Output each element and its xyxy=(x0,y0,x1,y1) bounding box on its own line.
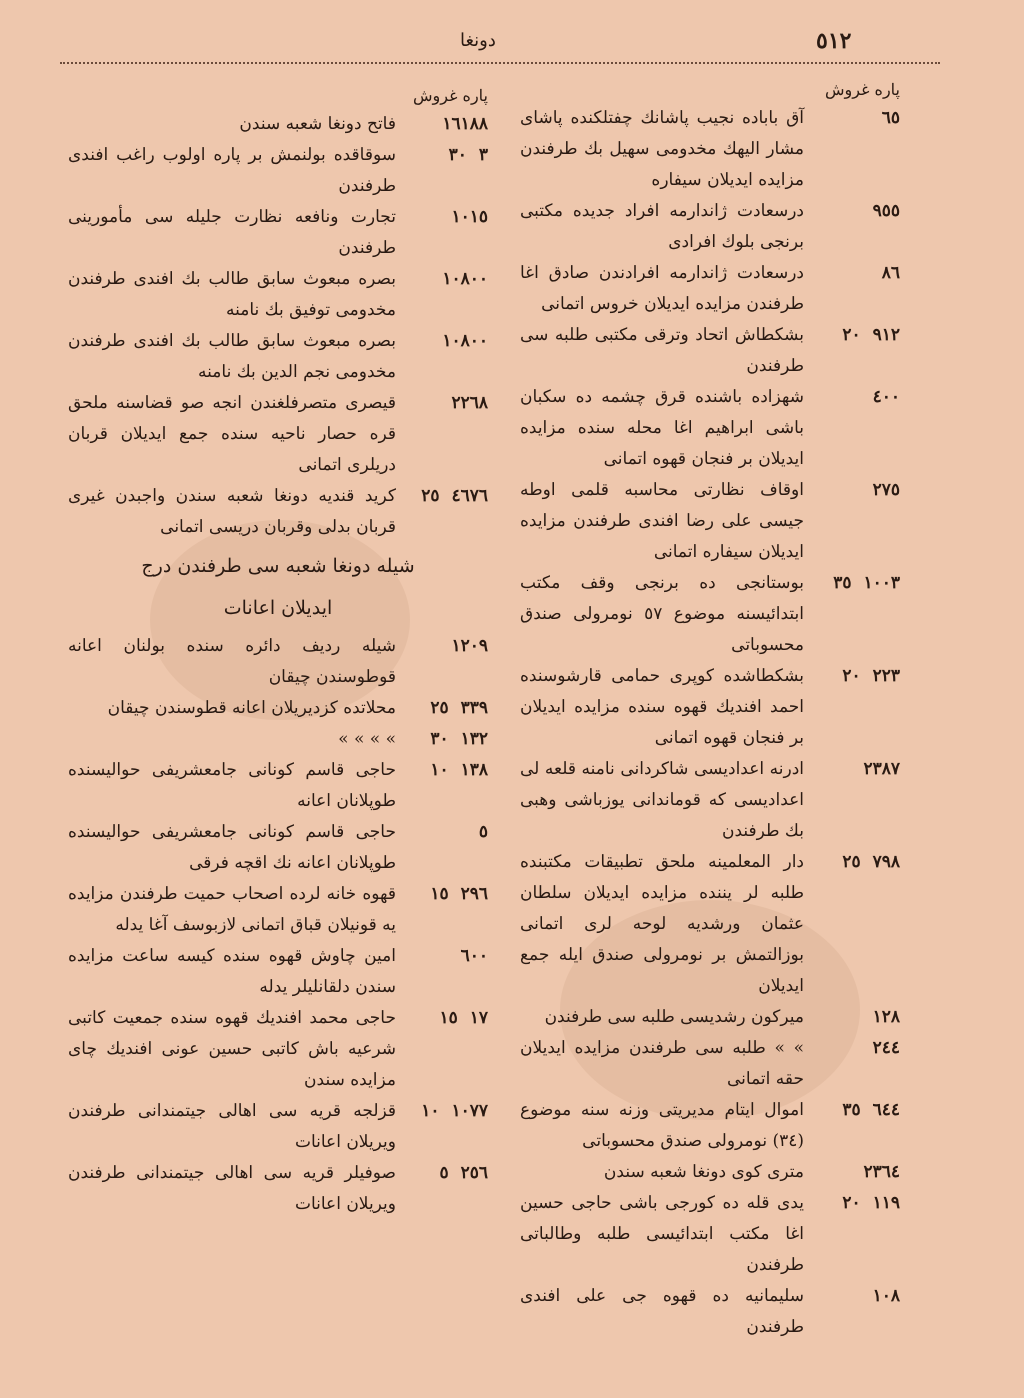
entry-amount xyxy=(804,475,900,506)
entry-kurush: ١٧ xyxy=(469,1008,488,1028)
entry-kurush: ٢٣٦٤ xyxy=(863,1162,900,1182)
entry-amount xyxy=(396,631,488,662)
entry-para: ٥ xyxy=(439,1163,449,1183)
entry-text: شيله رديف دائره سنده بولنان اعانه قوطوسندن چيقان xyxy=(68,636,396,687)
entry-text: قيصرى متصرفلغندن انجه صو قضاسنه ملحق قره حصار ناحيه سنده جمع ايديلان قربان دريلرى اتمانى xyxy=(68,393,396,475)
entry-text: صوفيلر قريه سى اهالى جيتمندانى طرفندن ويريلان اعانات xyxy=(68,1163,396,1214)
entry-amount xyxy=(396,755,488,786)
entry-kurush: ٤٠٠ xyxy=(872,387,900,407)
entry-kurush: ١٠٠٣ xyxy=(863,573,900,593)
entry-amount xyxy=(804,568,900,599)
column-heading: پاره غروش xyxy=(825,80,900,99)
entry-text: امين چاوش قهوه سنده كيسه ساعت مزايده سندن دلقانليلر يدله xyxy=(68,946,396,997)
entry-kurush: ٧٩٨ xyxy=(872,852,900,872)
entry-amount xyxy=(804,382,900,413)
ledger-entry xyxy=(68,724,488,755)
entry-kurush: ٩١٢ xyxy=(872,325,900,345)
entry-amount xyxy=(396,817,488,848)
entry-amount xyxy=(396,879,488,910)
ledger-entry xyxy=(520,103,900,196)
entry-text: درسعادت ژاندارمه افرادندن صادق اغا طرفندن مزايده ايديلان خروس اتمانى xyxy=(520,263,804,314)
ledger-entry xyxy=(520,1002,900,1033)
entry-amount xyxy=(804,1095,900,1126)
entry-kurush: ٦٠٠ xyxy=(460,946,488,966)
entry-amount xyxy=(804,1002,900,1033)
entry-kurush: ٢٥٦ xyxy=(460,1163,488,1183)
entry-kurush: ١٠٨٠٠ xyxy=(442,331,488,351)
entry-text: تجارت ونافعه نظارت جليله سى مأمورينى طرفندن xyxy=(68,207,396,258)
entry-amount xyxy=(396,1158,488,1189)
ledger-entry xyxy=(68,1158,488,1220)
entry-kurush: ٤٦٧٦ xyxy=(451,486,488,506)
ledger-entry xyxy=(520,568,900,661)
ledger-entry xyxy=(68,879,488,941)
entry-amount xyxy=(396,326,488,357)
ledger-entry xyxy=(520,196,900,258)
ledger-entry xyxy=(68,1096,488,1158)
left-entries-list xyxy=(68,109,488,543)
entry-amount xyxy=(804,1157,900,1188)
entry-kurush: ١٠٧٧ xyxy=(451,1101,488,1121)
ledger-entry xyxy=(68,109,488,140)
entry-amount xyxy=(804,320,900,351)
entry-kurush: ١٠٨ xyxy=(872,1286,900,1306)
ledger-entry xyxy=(68,202,488,264)
entry-kurush: ٥ xyxy=(478,822,488,842)
ledger-entry xyxy=(520,1033,900,1095)
entry-kurush: ٦٥ xyxy=(881,108,900,128)
entry-text: شهزاده باشنده قرق چشمه ده سكبان باشى ابراهيم اغا محله سنده مزايده ايديلان بر فنجان قهوه اتمانى xyxy=(520,387,804,469)
entry-text: حاجى محمد افنديك قهوه سنده جمعيت كاتبى شرعيه باش كاتبى حسين عونى افنديك چاى مزايده سندن xyxy=(68,1008,396,1090)
ledger-entry xyxy=(68,631,488,693)
entry-para: ١٥ xyxy=(430,884,449,904)
right-entries-list xyxy=(520,103,900,1343)
entry-amount xyxy=(396,202,488,233)
ledger-entry xyxy=(68,140,488,202)
ledger-entry xyxy=(68,1003,488,1096)
entry-kurush: ١٣٢ xyxy=(460,729,488,749)
entry-kurush: ٣ xyxy=(478,145,488,165)
entry-amount xyxy=(804,754,900,785)
entry-text: بشكطاشده كوپرى حمامى قارشوسنده احمد افنديك قهوه سنده مزايده ايديلان بر فنجان قهوه اتمانى xyxy=(520,666,804,748)
ledger-entry xyxy=(68,388,488,481)
entry-amount xyxy=(396,481,488,512)
entry-text: دار المعلمينه ملحق تطبيقات مكتبنده طلبه لر يننده مزايده ايديلان سلطان عثمان ورشديه لوحه لرى اتمانى بوزالتمش بر نومرولى صندق ايله جمع ايديلان xyxy=(520,852,804,996)
entry-para: ٢٠ xyxy=(842,1193,861,1213)
entry-text: اموال ايتام مديريتى وزنه سنه موضوع (٣٤) نومرولى صندق محسوباتى xyxy=(520,1100,804,1151)
entry-text: كريد قنديه دونغا شعبه سندن واجبدن غيرى قربان بدلى وقربان دريسى اتمانى xyxy=(68,486,396,537)
entry-kurush: ١٢٨ xyxy=(872,1007,900,1027)
entry-text: حاجى قاسم كونانى جامعشريفى حواليسنده طوپلانان اعانه نك اقچه فرقى xyxy=(68,822,396,873)
entry-para: ٢٥ xyxy=(430,698,449,718)
entry-para: ١٥ xyxy=(439,1008,458,1028)
entry-amount xyxy=(396,1003,488,1034)
entry-para: ١٠ xyxy=(421,1101,440,1121)
entry-amount xyxy=(396,264,488,295)
ledger-entry xyxy=(520,382,900,475)
entry-text: محلاتده كزديريلان اعانه قطوسندن چيقان xyxy=(107,698,396,718)
entry-text: بصره مبعوث سابق طالب بك افندى طرفندن مخدومى نجم الدين بك نامنه xyxy=(68,331,396,382)
section-subheading: ايديلان اعانات xyxy=(223,597,333,619)
entry-text: آق باباده نجيب پاشانك چفتلكنده پاشاى مشار اليهك مخدومى سهيل بك طرفندن مزايده ايديلان سيفاره xyxy=(520,108,804,190)
entry-kurush: ١٢٠٩ xyxy=(451,636,488,656)
ledger-entry xyxy=(68,264,488,326)
entry-para: ٢٥ xyxy=(842,852,861,872)
entry-amount xyxy=(396,724,488,755)
entry-kurush: ١٠٨٠٠ xyxy=(442,269,488,289)
left-entries-list-aid xyxy=(68,631,488,1220)
ledger-entry xyxy=(68,755,488,817)
entry-text: » » » » xyxy=(338,729,396,749)
entry-text: بوستانجى ده برنجى وقف مكتب ابتدائيسنه موضوع ٥٧ نومرولى صندق محسوباتى xyxy=(520,573,804,655)
entry-para: ٢٠ xyxy=(842,666,861,686)
entry-para: ٢٠ xyxy=(842,325,861,345)
entry-kurush: ٢٩٦ xyxy=(460,884,488,904)
entry-kurush: ٣٣٩ xyxy=(460,698,488,718)
entry-text: ادرنه اعداديسى شاكردانى نامنه قلعه لى اعداديسى كه قوماندانى يوزباشى وهبى بك طرفندن xyxy=(520,759,804,841)
entry-kurush: ٢٢٦٨ xyxy=(451,393,488,413)
ledger-entry xyxy=(520,1281,900,1343)
entry-amount xyxy=(396,941,488,972)
ledger-entry xyxy=(520,847,900,1002)
entry-text: بشكطاش اتحاد وترقى مكتبى طلبه سى طرفندن xyxy=(520,325,804,376)
running-title: دونغا xyxy=(460,30,496,51)
entry-kurush: ١٣٨ xyxy=(460,760,488,780)
entry-text: درسعادت ژاندارمه افراد جديده مكتبى برنجى بلوك افرادى xyxy=(520,201,804,252)
entry-amount xyxy=(396,140,488,171)
entry-kurush: ٩٥٥ xyxy=(872,201,900,221)
entry-amount xyxy=(396,693,488,724)
entry-amount xyxy=(804,196,900,227)
entry-amount xyxy=(804,1033,900,1064)
ledger-entry xyxy=(520,475,900,568)
entry-amount xyxy=(804,1281,900,1312)
ledger-entry xyxy=(68,326,488,388)
entry-kurush: ٨٦ xyxy=(881,263,900,283)
ledger-entry xyxy=(68,481,488,543)
entry-text: اوقاف نظارتى محاسبه قلمى اوطه جيسى على رضا افندى طرفندن مزايده ايديلان سيفاره اتمانى xyxy=(520,480,804,562)
entry-kurush: ٢٣٨٧ xyxy=(863,759,900,779)
entry-kurush: ٢٢٣ xyxy=(872,666,900,686)
entry-text: » » طلبه سى طرفندن مزايده ايديلان حقه اتمانى xyxy=(520,1038,804,1089)
entry-kurush: ١٦١٨٨ xyxy=(442,114,488,134)
ledger-entry xyxy=(520,661,900,754)
entry-text: قزلجه قريه سى اهالى جيتمندانى طرفندن ويريلان اعانات xyxy=(68,1101,396,1152)
ledger-entry xyxy=(68,693,488,724)
entry-para: ٣٠ xyxy=(448,145,467,165)
entry-amount xyxy=(396,388,488,419)
entry-text: فاتح دونغا شعبه سندن xyxy=(239,114,396,134)
entry-text: سليمانيه ده قهوه جى على افندى طرفندن xyxy=(520,1286,804,1337)
ledger-entry xyxy=(520,320,900,382)
entry-text: سوقاقده بولنمش بر پاره اولوب راغب افندى طرفندن xyxy=(68,145,396,196)
entry-amount xyxy=(804,661,900,692)
ledger-entry xyxy=(520,1188,900,1281)
section-heading: شيله دونغا شعبه سى طرفندن درج xyxy=(141,555,415,577)
right-column xyxy=(520,80,900,1343)
entry-text: ميركون رشديسى طلبه سى طرفندن xyxy=(544,1007,804,1027)
page-number: ٥١٢ xyxy=(816,28,852,54)
left-column xyxy=(68,86,488,1220)
entry-text: قهوه خانه لرده اصحاب حميت طرفندن مزايده يه قونيلان قباق اتمانى لازبوسف آغا يدله xyxy=(68,884,396,935)
entry-amount xyxy=(804,103,900,134)
entry-text: حاجى قاسم كونانى جامعشريفى حواليسنده طوپلانان اعانه xyxy=(68,760,396,811)
ledger-entry xyxy=(68,941,488,1003)
entry-amount xyxy=(804,1188,900,1219)
entry-para: ٣٥ xyxy=(842,1100,861,1120)
entry-para: ٣٠ xyxy=(430,729,449,749)
ledger-entry xyxy=(520,754,900,847)
entry-text: يدى قله ده كورجى باشى حاجى حسين اغا مكتب ابتدائيسى طلبه وطالباتى طرفندن xyxy=(520,1193,804,1275)
entry-amount xyxy=(804,258,900,289)
entry-amount xyxy=(396,109,488,140)
entry-amount xyxy=(396,1096,488,1127)
entry-kurush: ٦٤٤ xyxy=(872,1100,900,1120)
entry-kurush: ١٠١٥ xyxy=(451,207,488,227)
entry-text: بصره مبعوث سابق طالب بك افندى طرفندن مخدومى توفيق بك نامنه xyxy=(68,269,396,320)
header-divider xyxy=(60,62,940,64)
entry-para: ٢٥ xyxy=(421,486,440,506)
entry-amount xyxy=(804,847,900,878)
column-heading: پاره غروش xyxy=(413,86,488,105)
entry-kurush: ٢٧٥ xyxy=(872,480,900,500)
entry-text: مترى كوى دونغا شعبه سندن xyxy=(603,1162,804,1182)
entry-para: ١٠ xyxy=(430,760,449,780)
ledger-entry xyxy=(68,817,488,879)
ledger-entry xyxy=(520,1095,900,1157)
ledger-entry xyxy=(520,1157,900,1188)
entry-para: ٣٥ xyxy=(833,573,852,593)
entry-kurush: ١١٩ xyxy=(872,1193,900,1213)
ledger-entry xyxy=(520,258,900,320)
entry-kurush: ٢٤٤ xyxy=(872,1038,900,1058)
